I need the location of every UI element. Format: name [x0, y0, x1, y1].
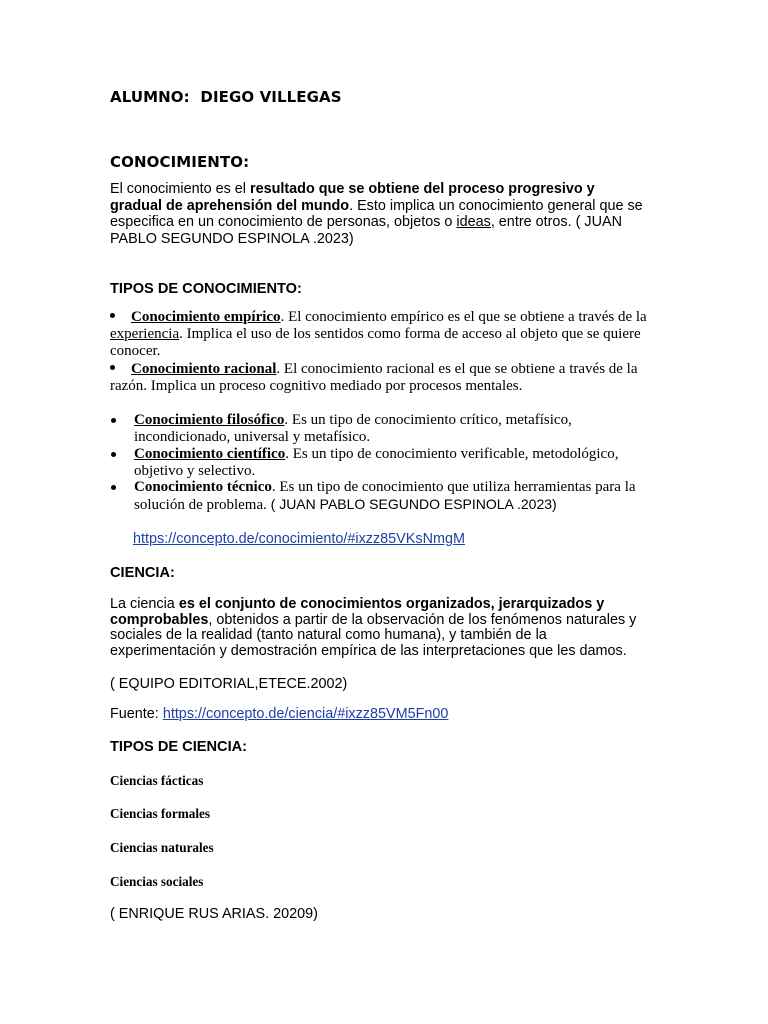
ciencia-definition: es el conjunto de conocimientos organizados, jerarquizados y comprobables	[110, 596, 605, 628]
ideas-link[interactable]: ideas	[456, 214, 491, 230]
racional-item	[110, 361, 658, 395]
ciencia-paragraph	[110, 597, 640, 659]
cientifico-text: . Es un tipo de conocimiento verificable, metodológico, objetivo y selectivo.	[134, 446, 619, 479]
tipos-ciencia-heading: TIPOS DE CIENCIA:	[110, 739, 248, 755]
tipos-ciencia-citation: ( ENRIQUE RUS ARIAS. 20209)	[110, 906, 318, 922]
ciencia-heading: CIENCIA:	[110, 565, 175, 581]
cientifico-term: Conocimiento científico	[134, 446, 286, 462]
ciencia-rest: , obtenidos a partir de la observación de los fenómenos naturales y sociales de la realidad (tanto natural como humana), y también de la experimentación y demostración empírica de las interpretaciones que les damos.	[110, 611, 637, 659]
ciencias-sociales: Ciencias sociales	[110, 874, 204, 889]
filosofico-term: Conocimiento filosófico	[134, 412, 285, 428]
ciencia-citation: ( EQUIPO EDITORIAL,ETECE.2002)	[110, 676, 348, 692]
tipos-conocimiento-heading: TIPOS DE CONOCIMIENTO:	[110, 281, 302, 297]
tecnico-citation: ( JUAN PABLO SEGUNDO ESPINOLA .2023)	[270, 495, 557, 512]
student-label: ALUMNO:	[110, 88, 190, 106]
filosofico-item	[110, 412, 662, 446]
ciencias-formales: Ciencias formales	[110, 806, 210, 821]
ciencias-facticas: Ciencias fácticas	[110, 773, 204, 788]
ciencia-source	[110, 706, 448, 723]
ciencia-intro: La ciencia	[110, 596, 179, 612]
conocimiento-tail: , entre otros. ( JUAN PABLO SEGUNDO ESPINOLA .2023)	[110, 214, 622, 247]
cientifico-item	[110, 446, 662, 479]
bullet-icon	[111, 452, 116, 457]
conocimiento-types-list	[110, 412, 662, 514]
ciencias-naturales: Ciencias naturales	[110, 840, 214, 855]
empirico-text-b: . Implica el uso de los sentidos como forma de acceso al objeto que se quiere conocer.	[110, 325, 641, 359]
conocimiento-definition: resultado que se obtiene del proceso progresivo y gradual de aprehensión del mundo	[110, 181, 595, 214]
tecnico-text: . Es un tipo de conocimiento que utiliza herramientas para la solución de problema.	[134, 479, 636, 513]
conocimiento-url-link[interactable]: https://concepto.de/conocimiento/#ixzz85VKsNmgM	[133, 531, 465, 547]
empirico-text-a: . El conocimiento empírico es el que se obtiene a través de la	[280, 309, 647, 325]
empirico-term: Conocimiento empírico	[131, 309, 281, 325]
source-label: Fuente:	[110, 706, 163, 722]
student-header	[110, 88, 342, 106]
empirico-item	[110, 309, 658, 359]
conocimiento-paragraph	[110, 181, 650, 247]
bullet-icon	[111, 418, 116, 423]
racional-term: Conocimiento racional	[131, 361, 277, 377]
racional-text: . El conocimiento racional es el que se obtiene a través de la razón. Implica un proceso cognitivo mediado por procesos mentales.	[110, 361, 638, 394]
bullet-icon	[111, 485, 116, 490]
tecnico-term: Conocimiento técnico	[134, 479, 272, 495]
conocimiento-heading: CONOCIMIENTO:	[110, 153, 250, 171]
ciencia-url-link[interactable]: https://concepto.de/ciencia/#ixzz85VM5Fn00	[162, 706, 449, 722]
experiencia-link[interactable]: experiencia	[110, 325, 180, 342]
filosofico-text: . Es un tipo de conocimiento crítico, metafísico, incondicionado, universal y metafísico.	[134, 412, 572, 445]
conocimiento-after-bold: . Esto implica un conocimiento general que se especifica en un conocimiento de personas, objetos o	[110, 197, 643, 230]
conocimiento-intro: El conocimiento es el	[110, 181, 250, 197]
bullet-icon	[110, 365, 115, 370]
tecnico-item	[110, 479, 662, 514]
bullet-icon	[110, 313, 115, 318]
student-name: DIEGO VILLEGAS	[200, 88, 342, 106]
